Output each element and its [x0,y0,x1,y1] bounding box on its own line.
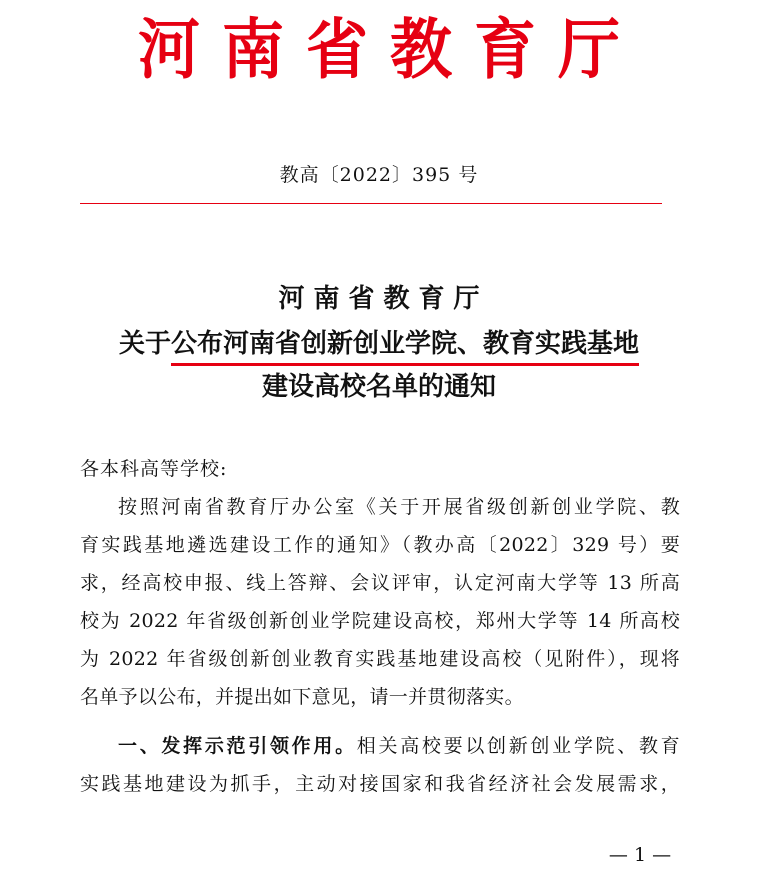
paragraph-1-line-5: 为 2022 年省级创新创业教育实践基地建设高校（见附件），现将 [80,648,680,670]
notice-title-subject-cont: 建设高校名单的通知 [261,372,496,402]
document-number: 教高〔2022〕395 号 [279,164,479,186]
paragraph-1-line-4: 校为 2022 年省级创新创业学院建设高校，郑州大学等 14 所高校 [80,610,680,632]
notice-title-prefix: 关于 [118,329,171,359]
paragraph-1-line-3: 求，经高校申报、线上答辩、会议评审，认定河南大学等 13 所高 [80,572,680,594]
letterhead-divider [80,203,662,204]
paragraph-2-line-2: 实践基地建设为抓手，主动对接国家和我省经济社会发展需求， [80,773,680,795]
paragraph-2-text: 相关高校要以创新创业学院、教育 [356,735,680,757]
notice-title-underlined: 公布河南省创新创业学院、教育实践基地 [171,326,639,362]
paragraph-2-heading: 一、发挥示范引领作用。 [118,735,357,757]
notice-title-issuer: 河南省教育厅 [278,284,489,314]
notice-title-subject [0,326,758,362]
paragraph-1-line-2: 育实践基地遴选建设工作的通知》（教办高〔2022〕329 号）要 [80,534,680,556]
paragraph-1-line-6: 名单予以公布，并提出如下意见，请一并贯彻落实。 [80,686,524,708]
salutation: 各本科高等学校: [80,458,228,480]
agency-letterhead: 河南省教育厅 [137,11,642,88]
page-number: — 1 — [608,844,672,866]
paragraph-1-line-1: 按照河南省教育厅办公室《关于开展省级创新创业学院、教 [118,496,680,518]
paragraph-2-line-1 [118,731,680,761]
